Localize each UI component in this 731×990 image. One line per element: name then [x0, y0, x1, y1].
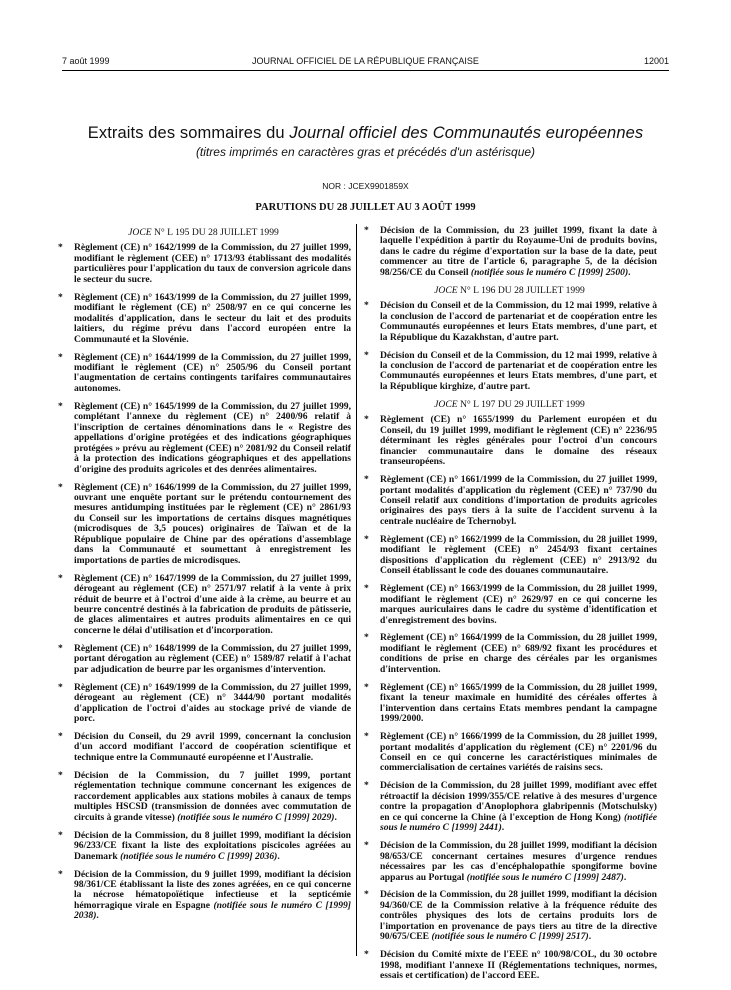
- asterisk-marker: *: [364, 889, 369, 901]
- summary-item: [362, 415, 657, 467]
- summary-text: Règlement (CE) n° 1655/1999 du Parlement européen et du Conseil, du 19 juillet 1999, modifiant le règlement (CE) n° 2236/95 déterminant les règles générales pour l'octroi d'un concours financier communautaire dans le domaine des réseaux transeuropéens.: [380, 414, 657, 468]
- joce-label: JOCE: [434, 398, 458, 410]
- asterisk-marker: *: [58, 291, 63, 303]
- summary-item: [362, 841, 657, 883]
- asterisk-marker: *: [364, 474, 369, 486]
- summary-text: Décision de la Commission, du 9 juillet 1999, modifiant la décision 98/361/CE établissant la liste des zones agréées, en ce qui concerne la nécrose hématopoïétique infectieuse et la septicémie hémorragique virale en Espagne: [74, 868, 351, 911]
- summary-text: Décision de la Commission, du 28 juillet 1999, modifiant avec effet rétroactif la décision 1999/355/CE relative à des mesures d'urgence contre la propagation d'Anoplophora glabripennis (Motschulsky) en ce qui concerne la Chine (à l'exception de Hong Kong): [380, 780, 657, 823]
- summary-text: Règlement (CE) n° 1645/1999 de la Commission, du 27 juillet 1999, complétant l'annexe du règlement (CE) n° 2400/96 relatif à l'inscription de certaines dénominations dans le « Registre des appellations d'origine protégées et des indications géographiques protégées » prévu au règlement (CEE) n° 2081/92 du Conseil relatif à la protection des indications géographiques et des appellations d'origine des produits agricoles et des denrées alimentaires.: [74, 400, 351, 475]
- summary-item: [362, 475, 657, 527]
- summary-item: [56, 644, 351, 675]
- asterisk-marker: *: [364, 681, 369, 693]
- summary-item: [362, 781, 657, 833]
- notification-note: (notifiée sous le numéro C [1999] 2036): [120, 850, 278, 862]
- summary-item: [56, 243, 351, 285]
- summary-item: [362, 226, 657, 278]
- asterisk-marker: *: [364, 731, 369, 743]
- joce-issue-text: N° L 197 DU 29 JUILLET 1999: [457, 398, 585, 410]
- summary-text: Règlement (CE) n° 1665/1999 de la Commission, du 28 juillet 1999, fixant la teneur maximale en humidité des céréales offertes à l'intervention dans certains Etats membres pendant la campagne 1999/2000.: [380, 681, 657, 725]
- asterisk-marker: *: [58, 731, 63, 743]
- notification-note: (notifiée sous le numéro C [1999] 2038): [74, 899, 351, 922]
- asterisk-marker: *: [58, 769, 63, 781]
- running-header: [62, 56, 669, 70]
- summary-tail: .: [334, 811, 337, 823]
- asterisk-marker: *: [58, 829, 63, 841]
- summary-item: [56, 574, 351, 637]
- column-divider: [356, 224, 357, 956]
- joce-label: JOCE: [434, 284, 458, 296]
- summary-tail: .: [96, 910, 99, 922]
- summary-text: Règlement (CE) n° 1643/1999 de la Commission, du 27 juillet 1999, modifiant le règlement (CE) n° 2508/97 en ce qui concerne les modalités d'application, dans le secteur du lait et des produits laitiers, du régime prévu dans l'accord européen entre la Communauté et la Slovénie.: [74, 291, 351, 345]
- summary-item: [56, 732, 351, 763]
- summary-text: Règlement (CE) n° 1649/1999 de la Commission, du 27 juillet 1999, dérogeant au règlement (CE) n° 3444/90 portant modalités d'application de l'octroi d'aides au stockage privé de viande de porc.: [74, 681, 351, 725]
- summary-tail: .: [588, 931, 592, 943]
- asterisk-marker: *: [58, 481, 63, 493]
- summary-item: [362, 301, 657, 343]
- asterisk-marker: *: [364, 840, 369, 852]
- header-page-number: 12001: [643, 56, 669, 66]
- asterisk-marker: *: [58, 642, 63, 654]
- asterisk-marker: *: [364, 533, 369, 545]
- summary-text: Règlement (CE) n° 1663/1999 de la Commission, du 28 juillet 1999, modifiant le règlement (CE) n° 2629/97 en ce qui concerne les marques auriculaires dans le cadre du système d'identification et d'enregistrement des bovins.: [380, 583, 657, 626]
- joce-issue-heading: [56, 228, 351, 238]
- summary-item: [362, 351, 657, 393]
- summary-item: [362, 950, 657, 981]
- joce-issue-heading: [362, 286, 657, 296]
- summary-item: [362, 683, 657, 725]
- parutions-heading: PARUTIONS DU 28 JUILLET AU 3 AOÛT 1999: [255, 202, 476, 213]
- summary-text: Règlement (CE) n° 1648/1999 de la Commission, du 27 juillet 1999, portant dérogation au règlement (CEE) n° 1589/87 relatif à l'achat par adjudication de beurre par les organismes d'intervention.: [74, 642, 351, 675]
- nor-reference: NOR : JCEX9901859X: [322, 181, 409, 191]
- summary-item: [362, 732, 657, 774]
- notification-note: (notifiée sous le numéro C [1999] 2487): [466, 871, 624, 883]
- summary-text: Décision de la Commission, du 8 juillet 1999, modifiant la décision 96/233/CE fixant la liste des exploitations piscicoles agréées au Danemark: [74, 829, 351, 862]
- summary-text: Règlement (CE) n° 1646/1999 de la Commission, du 27 juillet 1999, ouvrant une enquête portant sur le prétendu contournement des mesures antidumping instituées par le règlement (CE) n° 2861/93 du Conseil sur les importations de certains disques magnétiques (microdisques de 3,5 pouces) originaires de Taïwan et de la République populaire de Chine par des opérations d'assemblage dans la Communauté et soumettant à enregistrement les importations de parties de microdisques.: [74, 481, 351, 566]
- summary-item: [56, 831, 351, 862]
- summary-item: [56, 483, 351, 567]
- left-column: [56, 226, 351, 929]
- summary-text: Règlement (CE) n° 1642/1999 de la Commission, du 27 juillet 1999, modifiant le règlement (CEE) n° 1713/93 établissant des modalités particulières pour l'application du taux de conversion agricole dans le secteur du sucre.: [74, 242, 351, 285]
- summary-text: Décision de la Commission, du 28 juillet 1999, modifiant la décision 94/360/CE de la Commission relative à la fréquence réduite des contrôles physiques des lots de certains produits lors de l'importation en provenance de pays tiers au titre de la directive 90/675/CEE: [380, 889, 657, 943]
- asterisk-marker: *: [58, 242, 63, 254]
- summary-item: [56, 402, 351, 475]
- header-rule: [62, 70, 669, 71]
- summary-text: Décision de la Commission, du 7 juillet 1999, portant réglementation technique commune concernant les exigences de raccordement applicables aux stations mobiles à canaux de temps multiples HSCSD (transmission de données avec commutation de circuits à grande vitesse): [74, 769, 351, 823]
- summary-tail: .: [501, 822, 505, 834]
- asterisk-marker: *: [58, 351, 63, 363]
- summary-text: Règlement (CE) n° 1661/1999 de la Commission, du 27 juillet 1999, portant modalités d'application du règlement (CEE) n° 737/90 du Conseil relatif aux conditions d'importation de produits agricoles originaires des pays tiers à la suite de l'accident survenu à la centrale nucléaire de Tchernobyl.: [380, 474, 657, 527]
- summary-item: [362, 584, 657, 626]
- asterisk-marker: *: [58, 868, 63, 880]
- summary-text: Règlement (CE) n° 1662/1999 de la Commission, du 28 juillet 1999, modifiant le règlement (CEE) n° 2454/93 fixant certaines dispositions d'application du règlement (CEE) n° 2913/92 du Conseil établissant le code des douanes communautaire.: [380, 533, 657, 577]
- asterisk-marker: *: [364, 349, 369, 361]
- summary-text: Décision de la Commission, du 28 juillet 1999, modifiant la décision 98/653/CE concernant certaines mesures d'urgence rendues nécessaires par les cas d'encéphalopathie spongiforme bovine apparus au Portugal: [380, 840, 657, 883]
- summary-text: Règlement (CE) n° 1664/1999 de la Commission, du 28 juillet 1999, modifiant le règlement (CEE) n° 689/92 fixant les procédures et conditions de prise en charge des céréales par les organismes d'intervention.: [380, 632, 657, 675]
- notification-note: (notifiée sous le numéro C [1999] 2517): [431, 931, 589, 943]
- summary-item: [362, 890, 657, 942]
- summary-text: Décision de la Commission, du 23 juillet 1999, fixant la date à laquelle l'expédition à partir du Royaume-Uni de produits bovins, dans le cadre du régime d'exportation sur la base de la date, peut commencer au titre de l'article 6, paragraphe 5, de la décision 98/256/CE du Conseil: [380, 225, 657, 278]
- asterisk-marker: *: [364, 780, 369, 792]
- header-date: 7 août 1999: [62, 56, 110, 66]
- right-column: [362, 226, 657, 989]
- joce-issue-text: N° L 195 DU 28 JUILLET 1999: [151, 227, 279, 238]
- asterisk-marker: *: [364, 414, 369, 426]
- asterisk-marker: *: [364, 583, 369, 595]
- summary-item: [56, 771, 351, 823]
- notification-note: (notifiée sous le numéro C [1999] 2029): [177, 811, 335, 823]
- summary-text: Décision du Conseil, du 29 avril 1999, concernant la conclusion d'un accord modifiant l'accord de coopération scientifique et technique entre la Communauté européenne et l'Australie.: [74, 731, 351, 763]
- summary-tail: .: [623, 871, 627, 883]
- joce-issue-heading: [362, 400, 657, 410]
- summary-item: [362, 535, 657, 577]
- title-italic: Journal officiel des Communautés européennes: [289, 124, 644, 142]
- summary-text: Décision du Comité mixte de l'EEE n° 100/98/COL, du 30 octobre 1998, modifiant l'annexe II (Réglementations techniques, normes, essais et certification) de l'accord EEE.: [380, 949, 657, 982]
- summary-tail: .: [628, 266, 631, 278]
- summary-item: [56, 683, 351, 725]
- asterisk-marker: *: [364, 300, 369, 312]
- summary-item: [56, 870, 351, 922]
- joce-issue-text: N° L 196 DU 28 JUILLET 1999: [457, 284, 585, 296]
- summary-text: Règlement (CE) n° 1647/1999 de la Commission, du 27 juillet 1999, dérogeant au règlement (CE) n° 2571/97 relatif à la vente à prix réduit de beurre et à l'octroi d'une aide à la crème, au beurre et au beurre concentré destinés à la fabrication de produits de pâtisserie, de glaces alimentaires et autres produits alimentaires en ce qui concerne le délai d'utilisation et d'incorporation.: [74, 572, 351, 636]
- asterisk-marker: *: [58, 681, 63, 693]
- summary-text: Règlement (CE) n° 1666/1999 de la Commission, du 28 juillet 1999, portant modalités d'application du règlement (CE) n° 2201/96 du Conseil en ce qui concerne les caractéristiques minimales de commercialisation de certaines variétés de raisins secs.: [380, 731, 657, 774]
- asterisk-marker: *: [58, 400, 63, 412]
- notification-note: (notifiée sous le numéro C [1999] 2441): [380, 811, 657, 834]
- joce-label: JOCE: [128, 227, 152, 238]
- summary-item: [362, 633, 657, 675]
- asterisk-marker: *: [364, 632, 369, 644]
- asterisk-marker: *: [364, 949, 369, 961]
- summary-text: Décision du Conseil et de la Commission, du 12 mai 1999, relative à la conclusion de l'accord de partenariat et de coopération entre les Communautés européennes et leurs Etats membres, d'une part, et la République kirghize, d'autre part.: [380, 349, 657, 392]
- summary-item: [56, 353, 351, 395]
- header-journal: JOURNAL OFFICIEL DE LA RÉPUBLIQUE FRANÇAISE: [252, 56, 479, 66]
- page-subtitle: (titres imprimés en caractères gras et précédés d'un astérisque): [195, 145, 536, 159]
- title-prefix: Extraits des sommaires du: [87, 124, 290, 142]
- summary-text: Règlement (CE) n° 1644/1999 de la Commission, du 27 juillet 1999, modifiant le règlement (CE) n° 2505/96 du Conseil portant l'augmentation de certains contingents tarifaires communautaires autonomes.: [74, 351, 351, 394]
- summary-tail: .: [277, 850, 280, 862]
- notification-note: (notifiée sous le numéro C [1999] 2500): [470, 266, 629, 278]
- asterisk-marker: *: [364, 225, 369, 236]
- page-title: [62, 124, 669, 143]
- summary-text: Décision du Conseil et de la Commission, du 12 mai 1999, relative à la conclusion de l'accord de partenariat et de coopération entre les Communautés européennes et leurs Etats membres, d'une part, et la République du Kazakhstan, d'autre part.: [380, 300, 657, 343]
- asterisk-marker: *: [58, 572, 63, 584]
- summary-item: [56, 293, 351, 345]
